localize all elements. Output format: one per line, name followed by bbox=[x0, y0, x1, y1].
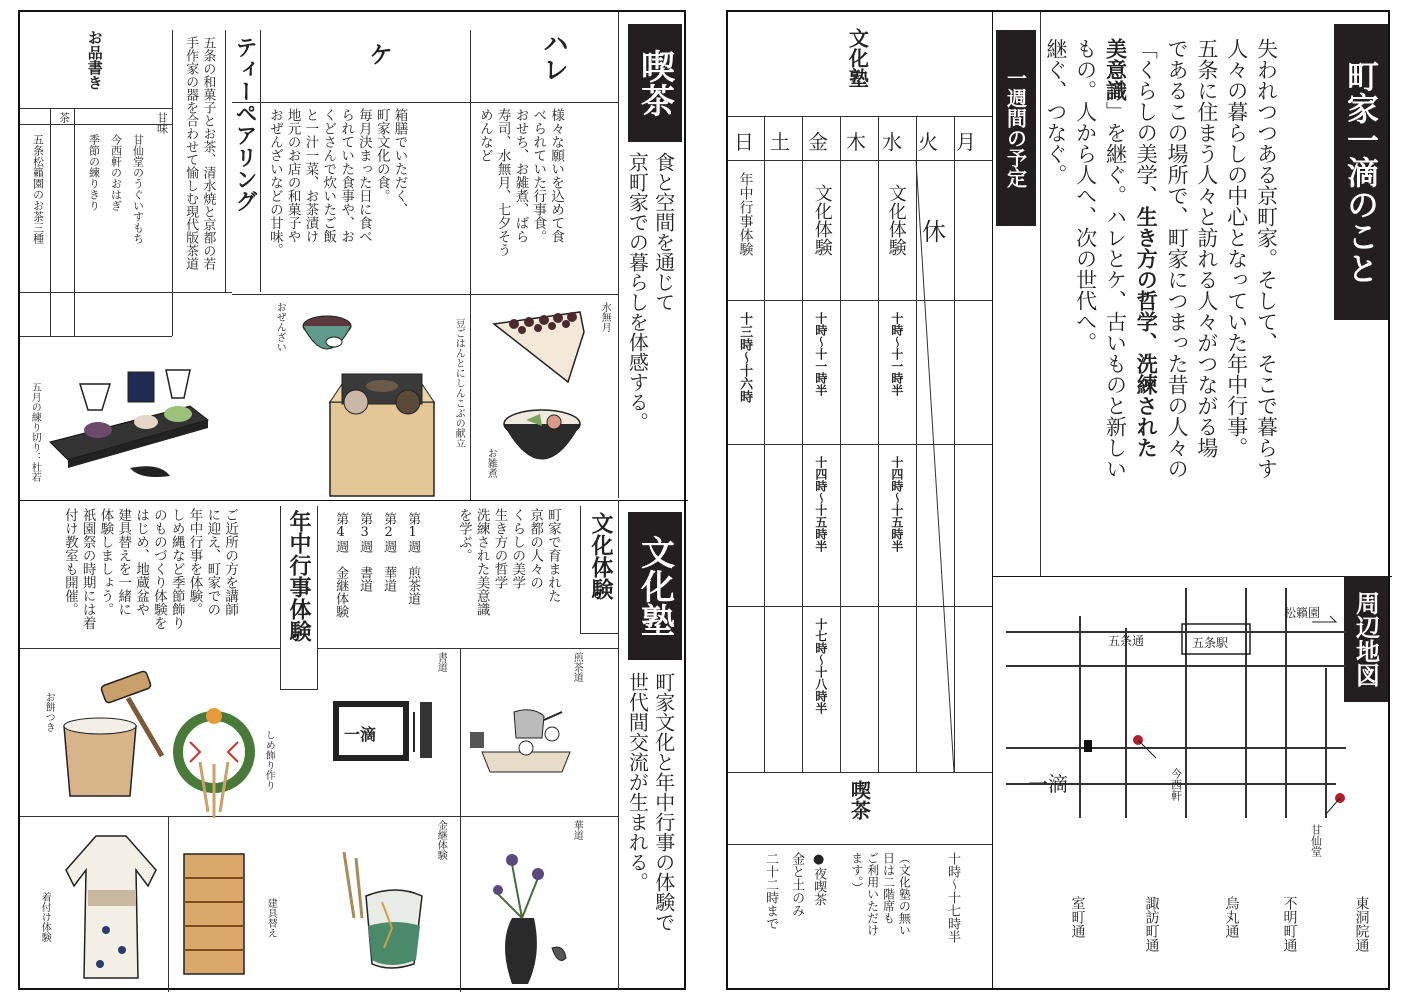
day-thu: 木 bbox=[846, 130, 866, 154]
fri-time-2: 十四時〜十五時半 bbox=[813, 456, 828, 552]
machiya-heading: 町家一滴のこと bbox=[1334, 24, 1388, 320]
hare-body: 様々な願いを込めて食 べられていた行事食。 おせち、お雑煮、ばら 寿司、水無月、七夕そう めんなど bbox=[476, 108, 565, 257]
shimekazari-illustration bbox=[170, 702, 260, 822]
day-mon: 月 bbox=[956, 130, 976, 154]
kissa-intro: 食と空間を通じて 京町家での暮らしを体感する。 bbox=[625, 152, 676, 432]
holiday-diagonal bbox=[916, 160, 956, 780]
juku-intro: 町家文化と年中行事の体験で 世代間交流が生まれる。 bbox=[625, 672, 676, 932]
bunka-label: 文化体験 bbox=[588, 512, 615, 600]
day-sun: 日 bbox=[734, 130, 754, 154]
body-bold-1: 生き方の哲学、洗練された bbox=[1134, 206, 1160, 458]
sun-time: 十三時〜十六時 bbox=[737, 312, 753, 403]
machiya-body bbox=[1040, 38, 1281, 479]
ke-illus-1: おぜんざい bbox=[274, 302, 286, 352]
street-5: 室町通 bbox=[1069, 896, 1086, 938]
hakozen-illustration bbox=[322, 372, 442, 502]
shodo-ichiteki: 一滴 bbox=[344, 725, 377, 744]
ke-body: 箱膳でいただく、 町家文化の食。 毎月決まった日に食べ られていた食事や、お くどさんで炊いたご飯 と一汁一菜、お茶漬け 地元のお店の和菓子や おぜんざいなどの甘味。 bbox=[266, 108, 408, 257]
cafe-hours: 十時〜十七時半 bbox=[945, 852, 961, 943]
left-page bbox=[18, 10, 686, 990]
ozenzai-illustration bbox=[302, 312, 352, 362]
right-page bbox=[726, 10, 1390, 990]
map-shoraien: 松籟園 bbox=[1284, 606, 1321, 620]
juku-heading: 文化塾 bbox=[628, 512, 682, 660]
minazuki-illustration bbox=[494, 312, 584, 382]
week-kissa-label: 喫茶 bbox=[847, 780, 872, 820]
illus-kitsuke-label: 着付け体験 bbox=[39, 892, 51, 942]
amami-label: 甘味 bbox=[155, 112, 169, 134]
sencha-illustration bbox=[466, 692, 576, 782]
amami-item-3: 季節の練りきり bbox=[87, 134, 101, 211]
body-part-2: 美意識 bbox=[1103, 38, 1129, 101]
ozoni-illustration bbox=[502, 404, 582, 474]
nenchu-body: ご近所の方を講師 に迎え、町家での 年中行事を体験。 しめ縄など季節飾り のものづくり体験を はじめ、地蔵盆や 建具替えを一緒に 体験しましょう。 祇園祭の時期には着 付け教室も開催。 bbox=[61, 508, 239, 630]
street-4: 諏訪町通 bbox=[1143, 896, 1160, 952]
mochitsuki-illustration bbox=[58, 668, 168, 798]
map-heading: 周辺地図 bbox=[1344, 576, 1388, 702]
illus-kado-label: 華道 bbox=[571, 820, 583, 840]
tea-pairing-illustration bbox=[50, 364, 210, 484]
kitsuke-illustration bbox=[56, 830, 166, 980]
amami-item-1: 甘仙堂のうぐいすもち bbox=[131, 134, 145, 244]
map-kansendo: 甘仙堂 bbox=[1309, 824, 1323, 857]
illus-shime-label: しめ飾り作り bbox=[263, 730, 275, 790]
illus-mochi-label: お餅つき bbox=[43, 692, 55, 732]
night-until: 二十二時まで bbox=[763, 852, 779, 930]
wed-time-1: 十時〜十一時半 bbox=[889, 312, 904, 396]
map-gojo-dori: 五条通 bbox=[1108, 634, 1145, 648]
menu-title: お品書き bbox=[85, 30, 104, 90]
tea-illus: 五月の練り切り：杜若 bbox=[29, 382, 41, 482]
wed-time-2: 十四時〜十五時半 bbox=[889, 456, 904, 552]
hare-illus-1: 水無月 bbox=[599, 302, 611, 332]
fri-event: 文化体験 bbox=[811, 184, 833, 256]
night-title: ●夜喫茶 bbox=[811, 852, 827, 906]
fri-time-3: 十七時〜十八時半 bbox=[813, 618, 828, 714]
week-juku-label: 文化塾 bbox=[845, 28, 870, 88]
street-2: 不明町通 bbox=[1281, 896, 1298, 952]
fri-time-1: 十時〜十一時半 bbox=[813, 312, 828, 396]
illus-shodo-label: 書道 bbox=[435, 652, 447, 672]
hare-illus-2: お雑煮 bbox=[485, 448, 497, 478]
body-part-1: 失われつつある京町家。そして、そこで暮らす 人々の暮らしの中心となっていた年中行事。 五条に住まう人々と訪れる人々がつながる場 であるこの場所で、町家につまった昔の人々の 「くらしの美学、 bbox=[1134, 38, 1279, 479]
bunka-body: 町家で育まれた 京都の人々の くらしの美学 生き方の哲学 洗練された美意識 を学ぶ。 bbox=[455, 508, 561, 616]
day-tue: 火 bbox=[918, 130, 938, 154]
ke-illus-2: 豆ごはんとにしんこぶの献立 bbox=[453, 318, 465, 448]
tea-label: ティーペアリング bbox=[232, 36, 259, 212]
schedule-1: 第1週 煎茶道 bbox=[405, 512, 421, 605]
tategu-illustration bbox=[180, 850, 250, 980]
wed-event: 文化体験 bbox=[885, 184, 907, 256]
tue-holiday: 休 bbox=[922, 218, 946, 246]
amami-item-2: 今西軒のおはぎ bbox=[109, 134, 123, 211]
map-ichiteki: 一滴 bbox=[1028, 772, 1068, 796]
ke-label: ケ bbox=[364, 42, 394, 66]
day-wed: 水 bbox=[882, 130, 902, 154]
night-days: 金と土のみ bbox=[789, 852, 805, 917]
map-gojo-eki: 五条駅 bbox=[1192, 636, 1229, 650]
kintsugi-illustration bbox=[326, 848, 446, 978]
day-fri: 金 bbox=[808, 130, 828, 154]
day-sat: 土 bbox=[770, 130, 790, 154]
illus-kintsugi-label: 金継体験 bbox=[435, 820, 447, 860]
schedule-3: 第3週 書道 bbox=[357, 512, 373, 592]
schedule-2: 第2週 華道 bbox=[381, 512, 397, 592]
street-3: 烏丸通 bbox=[1223, 896, 1240, 938]
street-1: 東洞院通 bbox=[1353, 896, 1370, 952]
illus-tategu-label: 建具替え bbox=[265, 898, 277, 938]
cha-item-1: 五条松籟園のお茶三種 bbox=[31, 134, 45, 244]
cafe-note: （文化塾の無い 日は二階席も ご利用いただけ ます。） bbox=[849, 852, 912, 936]
body-part-3: 」を継ぐ。ハレとケ、古いものと新しい もの。人から人へ、次の世代へ。 継ぐ、つなぐ。 bbox=[1043, 38, 1128, 479]
sun-event: 年中行事体験 bbox=[737, 172, 754, 256]
kado-illustration bbox=[468, 834, 578, 984]
tea-body: 五条の和菓子とお茶、清水焼と京都の若 手作家の器を合わせて愉しむ現代版茶道 bbox=[183, 36, 216, 270]
map-imanishiken: 今西軒 bbox=[1169, 768, 1183, 801]
schedule-4: 第4週 金継体験 bbox=[333, 512, 349, 618]
hare-label: ハレ bbox=[538, 30, 569, 82]
week-heading: 一週間の予定 bbox=[996, 30, 1036, 226]
illus-sencha-label: 煎茶道 bbox=[571, 652, 583, 682]
kissa-heading: 喫茶 bbox=[628, 24, 682, 142]
nenchu-label: 年中行事体験 bbox=[286, 510, 313, 642]
cha-label: 茶 bbox=[57, 112, 71, 123]
